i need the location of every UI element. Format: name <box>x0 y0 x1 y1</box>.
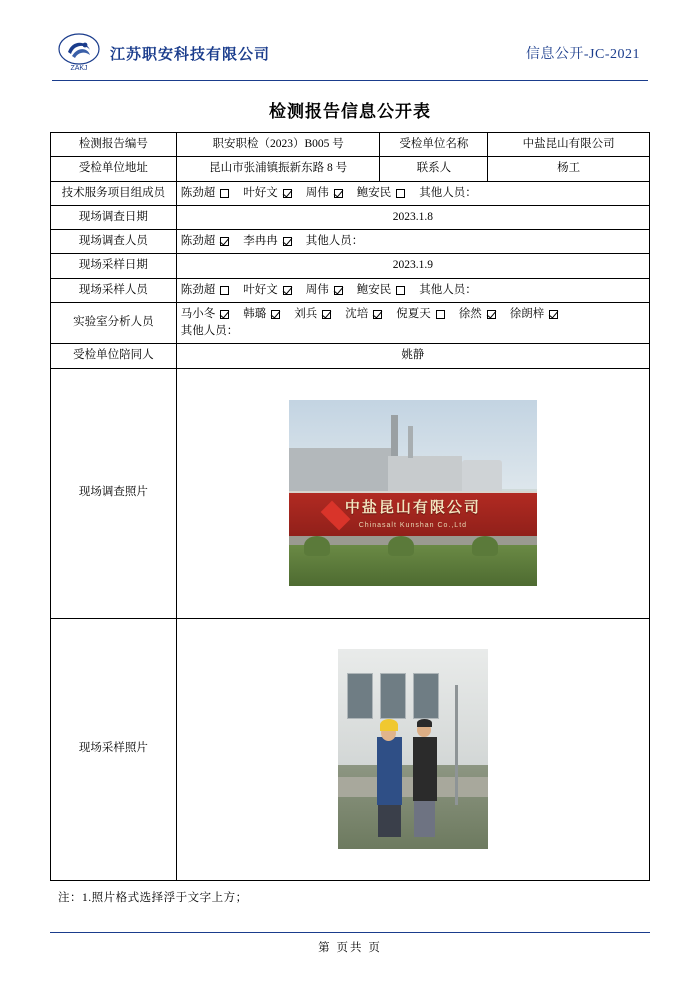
checkbox-checked-icon[interactable] <box>271 310 280 319</box>
survey-staff-member[interactable] <box>243 233 292 250</box>
lab-staff-others-label: 其他人员： <box>180 325 239 337</box>
team-member[interactable] <box>181 185 230 202</box>
photo-sampling-cell <box>176 618 649 880</box>
sampling-staff-label: 现场采样人员 <box>51 278 177 302</box>
lab-staff-member[interactable] <box>510 306 559 323</box>
lab-staff-label: 实验室分析人员 <box>51 302 177 344</box>
survey-date-label: 现场调查日期 <box>51 205 177 229</box>
table-row <box>51 157 650 181</box>
team-member[interactable] <box>243 185 292 202</box>
client-name-label: 受检单位名称 <box>380 133 488 157</box>
client-name-value: 中盐昆山有限公司 <box>488 133 650 157</box>
sampling-staff-member[interactable] <box>357 282 406 299</box>
team-member-name: 鲍安民 <box>356 186 392 199</box>
survey-staff-name: 李冉冉 <box>243 235 278 247</box>
survey-photo-wall-text: 中盐昆山有限公司 <box>344 499 481 516</box>
report-no-value: 职安职检（2023）B005 号 <box>176 133 380 157</box>
survey-photo-image <box>289 400 537 586</box>
page-header <box>50 28 650 78</box>
lab-staff-name: 刘兵 <box>294 307 318 320</box>
contact-label: 联系人 <box>380 157 488 181</box>
sampling-staff-member[interactable] <box>181 282 230 299</box>
checkbox-checked-icon[interactable] <box>549 310 558 319</box>
team-member[interactable] <box>357 185 406 202</box>
lab-staff-name: 沈培 <box>345 307 369 320</box>
team-member-name: 叶好文 <box>243 186 278 199</box>
team-others-label: 其他人员： <box>419 186 477 199</box>
checkbox-unchecked-icon[interactable] <box>220 286 229 295</box>
lab-staff-member[interactable] <box>294 306 331 323</box>
checkbox-checked-icon[interactable] <box>283 237 292 246</box>
company-name: 江苏职安科技有限公司 <box>110 46 271 63</box>
checkbox-checked-icon[interactable] <box>322 310 331 319</box>
survey-date-value: 2023.1.8 <box>176 205 649 229</box>
table-row <box>51 205 650 229</box>
escort-value: 姚静 <box>176 344 649 368</box>
page-footer <box>50 932 650 955</box>
page-title: 检测报告信息公开表 <box>269 102 431 121</box>
header-left <box>56 32 270 74</box>
survey-staff-label: 现场调查人员 <box>51 230 177 254</box>
lab-staff-member[interactable] <box>181 306 230 323</box>
checkbox-unchecked-icon[interactable] <box>220 189 229 198</box>
team-member[interactable] <box>306 185 343 202</box>
sampling-photo-image <box>338 649 488 849</box>
table-row <box>51 302 650 344</box>
contact-value: 杨工 <box>488 157 650 181</box>
document-code: 信息公开-JC-2021 <box>525 47 640 62</box>
sampling-staff-name: 鲍安民 <box>356 283 392 296</box>
survey-staff-others-label: 其他人员： <box>305 235 364 247</box>
sampling-staff-name: 周伟 <box>305 283 329 296</box>
checkbox-checked-icon[interactable] <box>220 237 229 246</box>
sampling-date-value: 2023.1.9 <box>176 254 649 278</box>
checkbox-checked-icon[interactable] <box>487 310 496 319</box>
survey-photo-wall-subtext: Chinasalt Kunshan Co.,Ltd <box>358 521 468 529</box>
team-member-name: 陈劲超 <box>180 186 216 199</box>
table-row <box>51 278 650 302</box>
client-address-label: 受检单位地址 <box>51 157 177 181</box>
lab-staff-cell <box>176 302 649 344</box>
table-row <box>51 133 650 157</box>
survey-staff-name: 陈劲超 <box>180 235 216 247</box>
table-row-photo-sampling <box>51 618 650 880</box>
team-members-cell <box>176 181 649 205</box>
escort-label: 受检单位陪同人 <box>51 344 177 368</box>
photo-survey-cell <box>176 368 649 618</box>
svg-text:ZAKJ: ZAKJ <box>70 65 88 72</box>
sampling-date-label: 现场采样日期 <box>51 254 177 278</box>
header-divider <box>52 80 648 81</box>
team-label: 技术服务项目组成员 <box>51 181 177 205</box>
lab-staff-name: 马小冬 <box>180 307 216 320</box>
sampling-staff-member[interactable] <box>243 282 292 299</box>
checkbox-checked-icon[interactable] <box>334 189 343 198</box>
table-note: 注：1.照片格式选择浮于文字上方； <box>58 891 248 904</box>
table-row <box>51 344 650 368</box>
lab-staff-member[interactable] <box>396 306 445 323</box>
lab-staff-name: 倪夏天 <box>396 307 431 320</box>
lab-staff-member[interactable] <box>345 306 382 323</box>
table-row <box>51 181 650 205</box>
table-row <box>51 230 650 254</box>
sampling-staff-cell <box>176 278 649 302</box>
sampling-staff-member[interactable] <box>306 282 343 299</box>
client-address-value: 昆山市张浦镇振新东路 8 号 <box>176 157 380 181</box>
photo-survey-label: 现场调查照片 <box>51 368 177 618</box>
checkbox-checked-icon[interactable] <box>220 310 229 319</box>
checkbox-checked-icon[interactable] <box>283 189 292 198</box>
checkbox-checked-icon[interactable] <box>283 286 292 295</box>
lab-staff-member[interactable] <box>459 306 496 323</box>
table-row-photo-survey <box>51 368 650 618</box>
checkbox-unchecked-icon[interactable] <box>436 310 445 319</box>
survey-staff-cell <box>176 230 649 254</box>
report-no-label: 检测报告编号 <box>51 133 177 157</box>
table-row <box>51 254 650 278</box>
checkbox-checked-icon[interactable] <box>334 286 343 295</box>
info-table <box>50 132 650 881</box>
lab-staff-name: 徐朗梓 <box>509 307 545 320</box>
survey-staff-member[interactable] <box>181 233 230 250</box>
sampling-staff-name: 陈劲超 <box>180 283 216 296</box>
company-logo-icon <box>56 32 102 74</box>
photo-sampling-label: 现场采样照片 <box>51 618 177 880</box>
footer-divider <box>50 932 650 933</box>
checkbox-unchecked-icon[interactable] <box>396 286 405 295</box>
checkbox-checked-icon[interactable] <box>373 310 382 319</box>
team-member-name: 周伟 <box>305 186 329 199</box>
sampling-staff-name: 叶好文 <box>243 283 278 296</box>
lab-staff-name: 徐然 <box>458 307 482 320</box>
checkbox-unchecked-icon[interactable] <box>396 189 405 198</box>
page-number: 第 页共 页 <box>318 942 382 954</box>
lab-staff-name: 韩璐 <box>243 307 267 320</box>
sampling-staff-others-label: 其他人员： <box>419 283 477 296</box>
lab-staff-member[interactable] <box>243 306 280 323</box>
